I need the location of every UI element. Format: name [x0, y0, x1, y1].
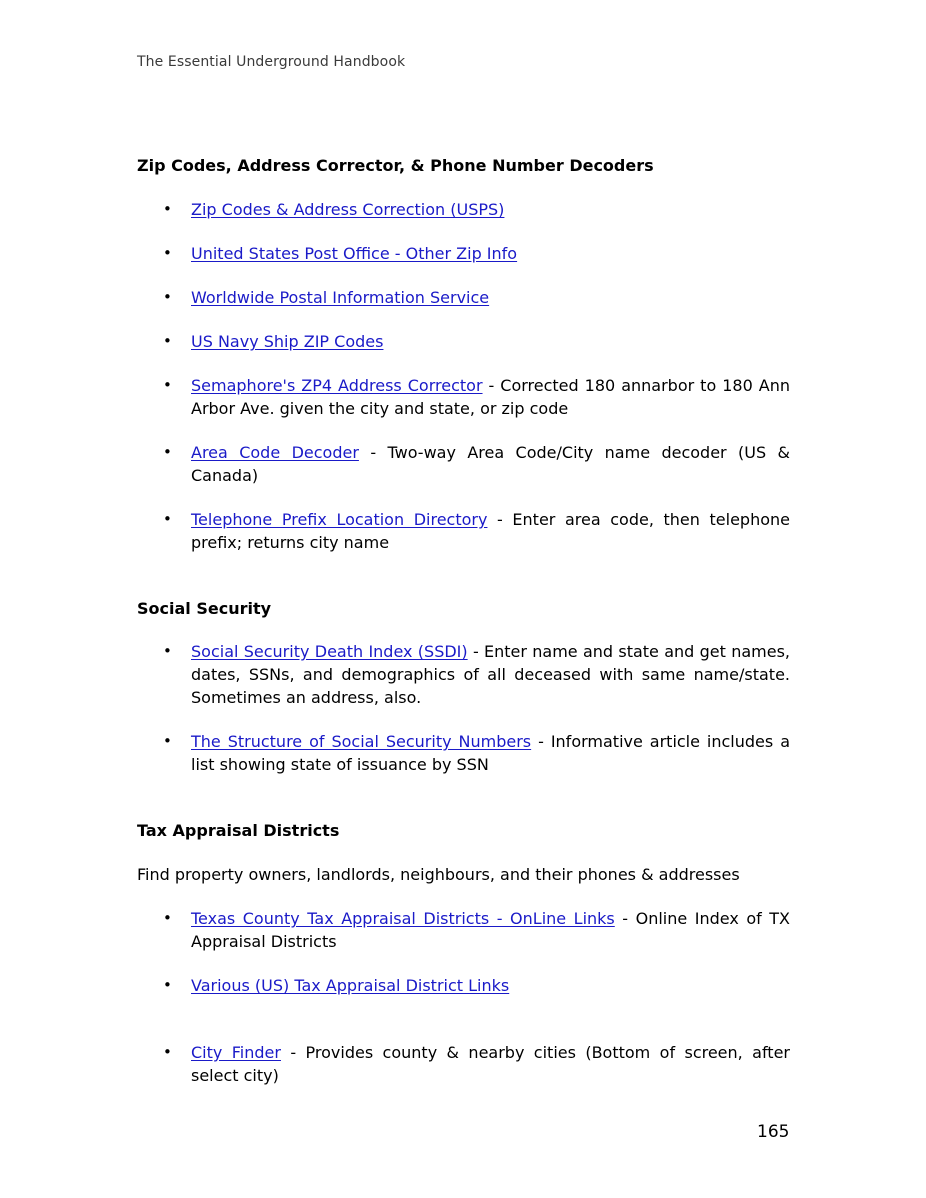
- list-item: [137, 198, 790, 221]
- tax-appraisal-list: [137, 907, 790, 1087]
- list-item: [137, 330, 790, 353]
- page-number: 165: [757, 1122, 790, 1142]
- item-description: - Provides county & nearby cities (Bottom of screen, after select city): [191, 1043, 790, 1085]
- bullet-icon: •: [163, 200, 172, 218]
- ssn-structure-link[interactable]: The Structure of Social Security Numbers: [191, 732, 532, 751]
- section-heading-zip-codes: Zip Codes, Address Corrector, & Phone Number Decoders: [137, 156, 654, 175]
- section-heading-social-security: Social Security: [137, 599, 272, 618]
- item-description: - Two-way Area Code/City name decoder (US & Canada): [191, 443, 791, 485]
- worldwide-postal-link[interactable]: Worldwide Postal Information Service: [191, 288, 490, 307]
- ssdi-link[interactable]: Social Security Death Index (SSDI): [191, 642, 468, 661]
- list-item: [137, 974, 790, 997]
- list-item: [137, 907, 790, 953]
- bullet-icon: •: [163, 976, 172, 994]
- item-description: - Enter area code, then telephone prefix; returns city name: [191, 510, 790, 552]
- bullet-icon: •: [163, 909, 172, 927]
- list-item: [137, 286, 790, 309]
- list-item: [137, 374, 790, 420]
- page-content: [137, 154, 790, 1087]
- list-item: [137, 1041, 790, 1087]
- bullet-icon: •: [163, 443, 172, 461]
- texas-tax-appraisal-link[interactable]: Texas County Tax Appraisal Districts - OnLine Links: [191, 909, 615, 928]
- bullet-icon: •: [163, 510, 172, 528]
- bullet-icon: •: [163, 376, 172, 394]
- item-description: - Corrected 180 annarbor to 180 Ann Arbor Ave. given the city and state, or zip code: [191, 376, 790, 418]
- list-item: [137, 730, 790, 776]
- us-tax-appraisal-link[interactable]: Various (US) Tax Appraisal District Links: [191, 976, 510, 995]
- list-item: [137, 242, 790, 265]
- zip-codes-list: [137, 198, 790, 554]
- list-item: [137, 508, 790, 554]
- bullet-icon: •: [163, 732, 172, 750]
- running-header: The Essential Underground Handbook: [137, 54, 406, 70]
- zip-codes-usps-link[interactable]: Zip Codes & Address Correction (USPS): [191, 200, 505, 219]
- item-description: - Online Index of TX Appraisal Districts: [191, 909, 791, 951]
- section-heading-tax-appraisal: Tax Appraisal Districts: [137, 821, 340, 840]
- navy-ship-zip-link[interactable]: US Navy Ship ZIP Codes: [191, 332, 384, 351]
- list-item: [137, 640, 790, 709]
- city-finder-link[interactable]: City Finder: [191, 1043, 281, 1062]
- list-item: [137, 441, 790, 487]
- bullet-icon: •: [163, 642, 172, 660]
- social-security-list: [137, 640, 790, 776]
- bullet-icon: •: [163, 244, 172, 262]
- item-description: - Informative article includes a list showing state of issuance by SSN: [191, 732, 790, 774]
- tax-appraisal-intro: Find property owners, landlords, neighbours, and their phones & addresses: [137, 865, 740, 884]
- item-description: - Enter name and state and get names, dates, SSNs, and demographics of all deceased with same name/state. Sometimes an address, also.: [191, 642, 790, 707]
- telephone-prefix-link[interactable]: Telephone Prefix Location Directory: [191, 510, 488, 529]
- bullet-icon: •: [163, 332, 172, 350]
- bullet-icon: •: [163, 1043, 172, 1061]
- area-code-decoder-link[interactable]: Area Code Decoder: [191, 443, 359, 462]
- zp4-address-corrector-link[interactable]: Semaphore's ZP4 Address Corrector: [191, 376, 483, 395]
- bullet-icon: •: [163, 288, 172, 306]
- usps-other-zip-link[interactable]: United States Post Office - Other Zip Info: [191, 244, 518, 263]
